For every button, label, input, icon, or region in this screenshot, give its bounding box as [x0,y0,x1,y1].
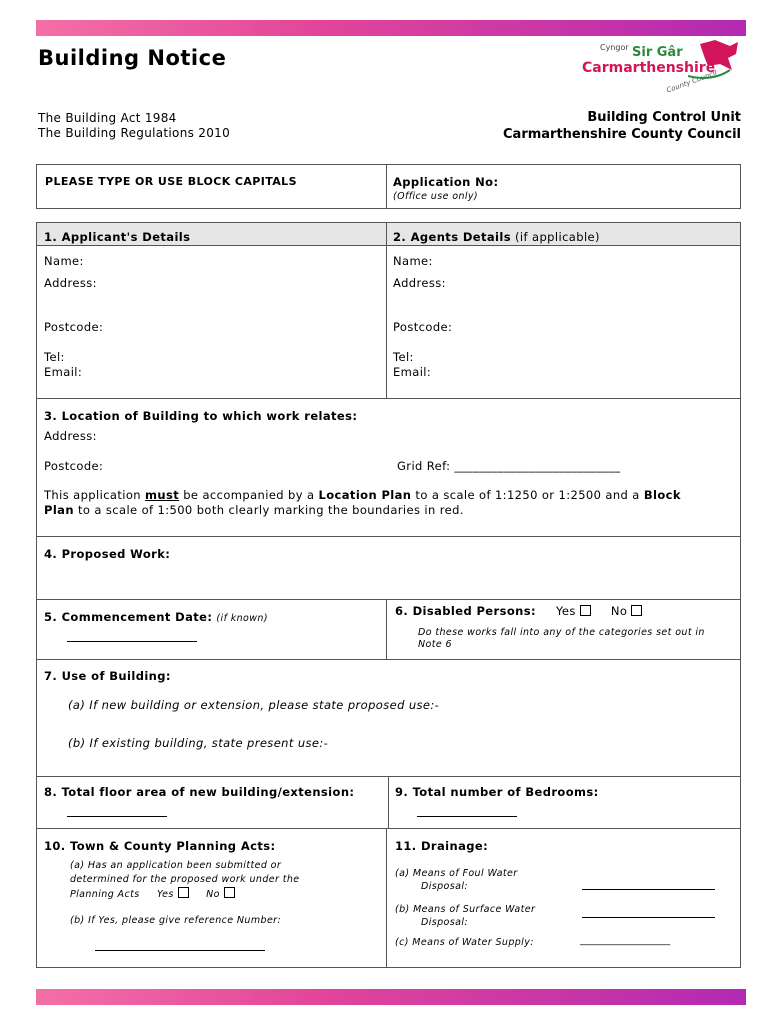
planning-acts-label: Planning Acts [70,889,140,900]
office-use-note: (Office use only) [393,191,479,202]
floor-area-line[interactable] [67,816,167,817]
section-6-header [395,604,642,618]
surface-water-line[interactable] [582,917,715,918]
section-11-title: 11. Drainage: [395,839,489,853]
section-10-title: 10. Town & County Planning Acts: [44,839,276,853]
act-1984: The Building Act 1984 [38,111,177,125]
water-supply-line[interactable]: ___________________ [580,935,671,946]
agent-tel-field[interactable]: Tel: [393,350,414,364]
logo-county-council: County Council [665,68,718,95]
logo-cyngor: Cyngor [600,43,629,52]
section-2-note: (if applicable) [515,230,600,244]
foul-water-label-2: Disposal: [421,881,468,892]
planning-question-line-2: determined for the proposed work under the [70,874,300,885]
planning-no-checkbox[interactable] [224,887,235,898]
section-2-title: 2. Agents Details [393,230,511,244]
section-8-title: 8. Total floor area of new building/extension: [44,785,355,799]
planning-no-label: No [206,889,220,900]
grid-ref-field[interactable]: Grid Ref: ___________________________ [397,459,621,473]
section-6-title: 6. Disabled Persons: [395,604,536,618]
agent-address-field[interactable]: Address: [393,276,446,290]
plan-requirement-text: This application must be accompanied by a Location Plan to a scale of 1:1250 or 1:2500 and a Block Plan to a scale of 1:500 both clearly marking the boundaries in red. [44,488,681,517]
regulations-2010: The Building Regulations 2010 [38,126,231,140]
applicant-tel-field[interactable]: Tel: [44,350,65,364]
planning-yes-label: Yes [156,889,174,900]
commencement-date-line[interactable] [67,641,197,642]
location-postcode-field[interactable]: Postcode: [44,459,104,473]
planning-question-line-1: (a) Has an application been submitted or [70,860,282,871]
council-unit-block [503,109,741,143]
planning-question-line-3 [70,887,235,900]
foul-water-line[interactable] [582,889,715,890]
intro-box [36,164,741,209]
disabled-no-label: No [610,604,628,618]
section-3-title: 3. Location of Building to which work relates: [44,409,358,423]
logo-sir-gar: Sir Gâr [632,45,683,60]
applicant-email-field[interactable]: Email: [44,365,83,379]
legislation-block [38,111,230,141]
use-new-building-prompt: (a) If new building or extension, please state proposed use:- [68,698,440,712]
agent-email-field[interactable]: Email: [393,365,432,379]
section-2-header [393,230,600,244]
application-no-label: Application No: [393,175,499,189]
water-supply-label: (c) Means of Water Supply: [395,937,534,948]
applicant-address-field[interactable]: Address: [44,276,97,290]
section-5-note: (if known) [216,613,268,624]
section-5-header [44,610,268,624]
planning-yes-checkbox[interactable] [178,887,189,898]
applicant-name-field[interactable]: Name: [44,254,84,268]
page-title: Building Notice [38,46,227,70]
block-capitals-notice: PLEASE TYPE OR USE BLOCK CAPITALS [45,175,297,188]
top-color-band [36,20,746,36]
planning-reference-line[interactable] [95,950,265,951]
agent-postcode-field[interactable]: Postcode: [393,320,453,334]
section-1-title: 1. Applicant's Details [44,230,191,244]
applicant-postcode-field[interactable]: Postcode: [44,320,104,334]
use-existing-building-prompt: (b) If existing building, state present use:- [68,736,329,750]
disabled-note-line-1: Do these works fall into any of the categories set out in [418,627,705,638]
section-9-title: 9. Total number of Bedrooms: [395,785,599,799]
disabled-yes-checkbox[interactable] [580,605,591,616]
location-address-field[interactable]: Address: [44,429,97,443]
bedrooms-line[interactable] [417,816,517,817]
surface-water-label-1: (b) Means of Surface Water [395,904,536,915]
logo-carmarthenshire: Carmarthenshire [582,60,716,76]
form-box [36,222,741,968]
foul-water-label-1: (a) Means of Foul Water [395,868,518,879]
council-logo [580,36,745,98]
unit-name: Building Control Unit [587,110,741,125]
disabled-no-checkbox[interactable] [631,605,642,616]
section-7-title: 7. Use of Building: [44,669,171,683]
section-5-title: 5. Commencement Date: [44,610,213,624]
surface-water-label-2: Disposal: [421,917,468,928]
disabled-yes-label: Yes [556,604,576,618]
section-4-title: 4. Proposed Work: [44,547,171,561]
council-name: Carmarthenshire County Council [503,127,741,142]
bottom-color-band [36,989,746,1005]
agent-name-field[interactable]: Name: [393,254,433,268]
planning-reference-prompt: (b) If Yes, please give reference Number: [70,915,282,926]
disabled-note-line-2: Note 6 [418,639,452,650]
